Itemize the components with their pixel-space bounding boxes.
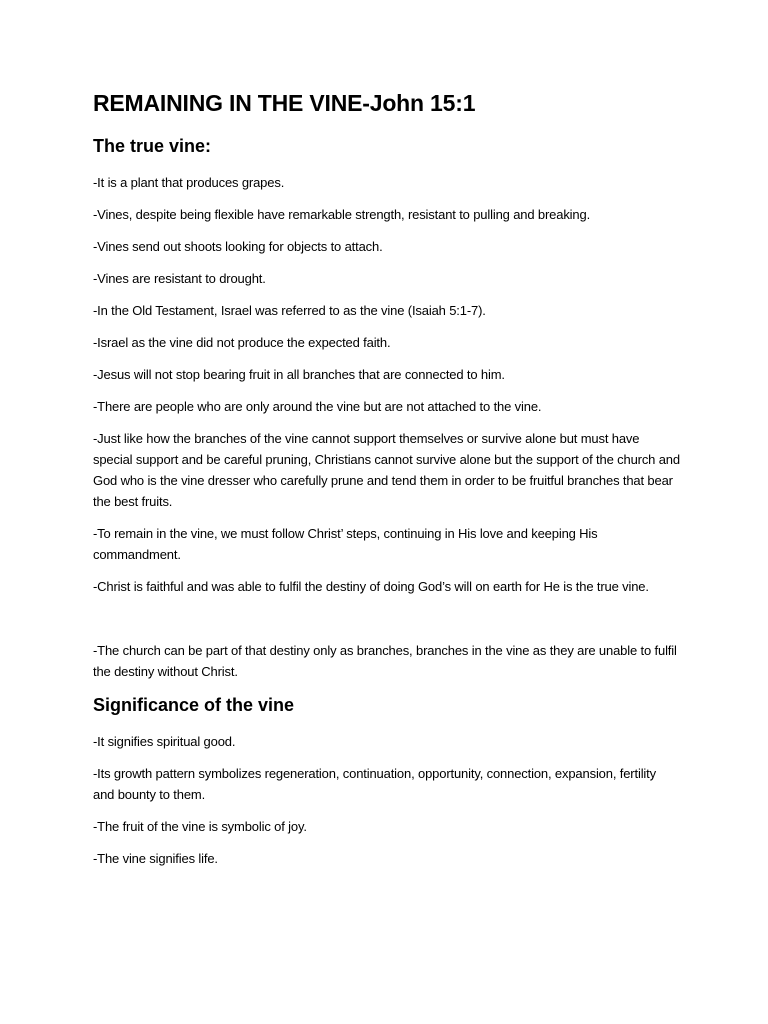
document-title: REMAINING IN THE VINE-John 15:1 <box>93 90 476 116</box>
paragraph: -Its growth pattern symbolizes regeneration, continuation, opportunity, connection, expansion, fertility and bounty to them. <box>93 766 656 802</box>
paragraph: -The church can be part of that destiny only as branches, branches in the vine as they are unable to fulfil the destiny without Christ. <box>93 643 677 679</box>
section-heading-true-vine: The true vine: <box>93 136 212 156</box>
paragraph: -It is a plant that produces grapes. <box>93 175 285 190</box>
section-heading-significance: Significance of the vine <box>93 695 295 715</box>
paragraph: -The vine signifies life. <box>93 851 218 866</box>
paragraph: -Israel as the vine did not produce the expected faith. <box>93 335 391 350</box>
paragraph: -Christ is faithful and was able to fulfil the destiny of doing God’s will on earth for He is the true vine. <box>93 579 649 594</box>
paragraph: -Vines are resistant to drought. <box>93 271 266 286</box>
paragraph: -The fruit of the vine is symbolic of joy. <box>93 819 307 834</box>
paragraph: -In the Old Testament, Israel was referred to as the vine (Isaiah 5:1-7). <box>93 303 486 318</box>
paragraph: -Vines send out shoots looking for objects to attach. <box>93 239 383 254</box>
paragraph: -Just like how the branches of the vine cannot support themselves or survive alone but must have special support and be careful pruning, Christians cannot survive alone but the support of the church and God who is the vine dresser who carefully prune and tend them in order to be fruitful branches that bear the best fruits. <box>93 431 680 509</box>
paragraph: -To remain in the vine, we must follow Christ’ steps, continuing in His love and keeping His commandment. <box>93 526 598 562</box>
blank-line <box>93 608 680 640</box>
paragraph: -There are people who are only around the vine but are not attached to the vine. <box>93 399 542 414</box>
paragraph: -It signifies spiritual good. <box>93 734 236 749</box>
paragraph: -Jesus will not stop bearing fruit in all branches that are connected to him. <box>93 367 505 382</box>
paragraph: -Vines, despite being flexible have remarkable strength, resistant to pulling and breaking. <box>93 207 591 222</box>
